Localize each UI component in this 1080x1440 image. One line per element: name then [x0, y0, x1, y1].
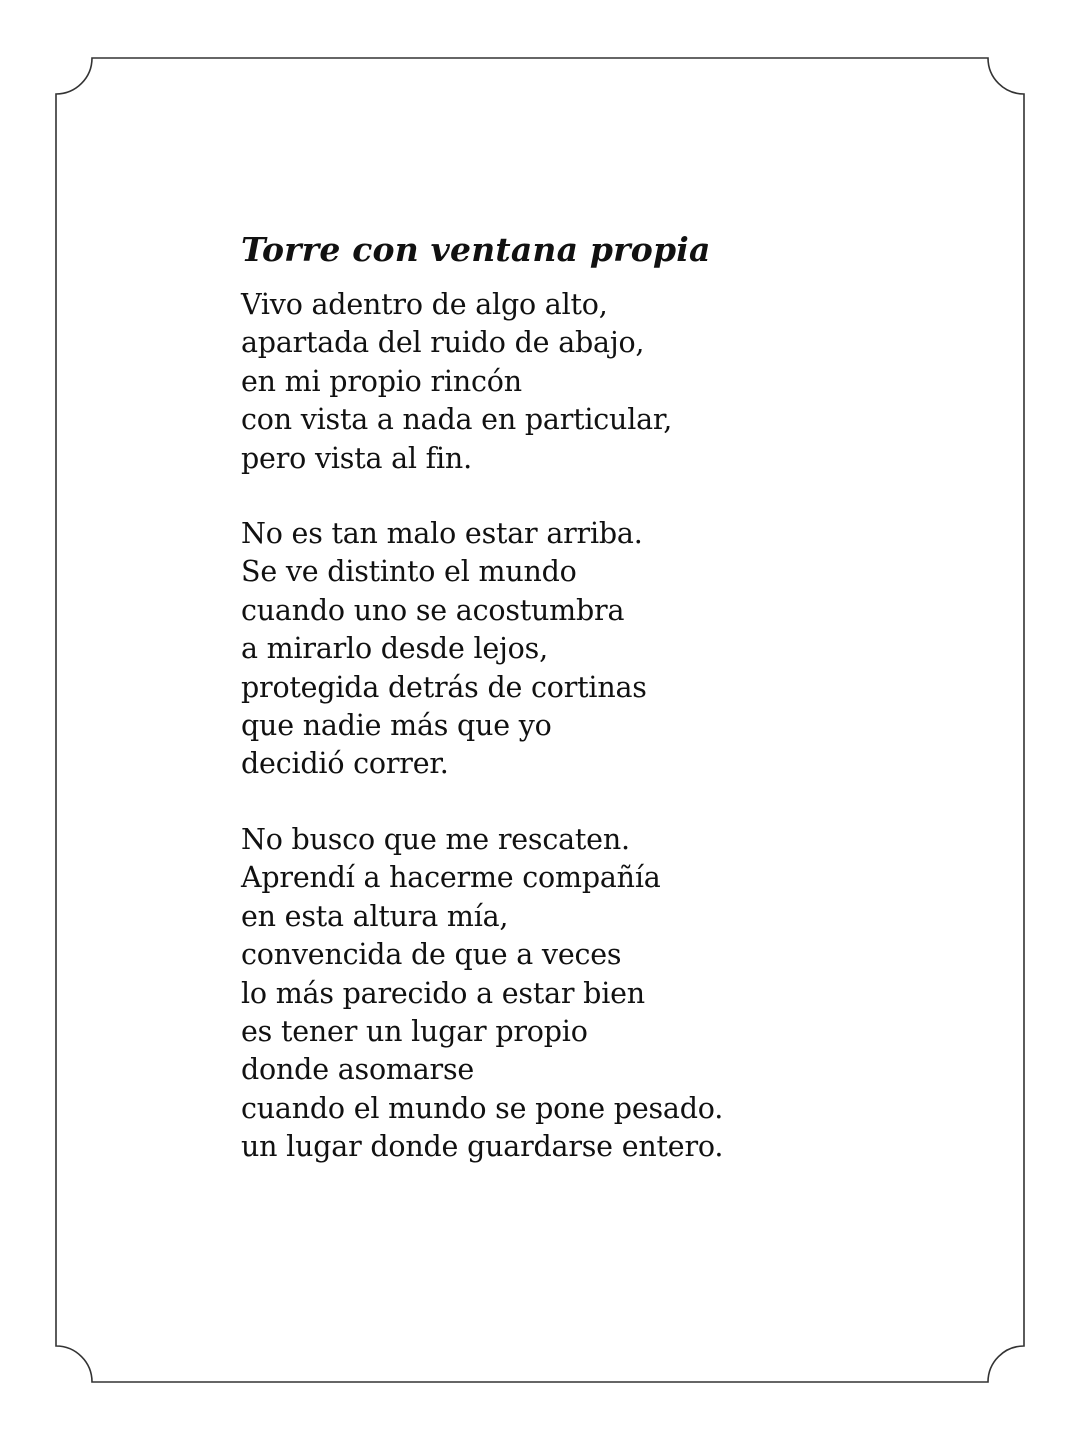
- poem-line: que nadie más que yo: [241, 709, 552, 743]
- poem-line: donde asomarse: [241, 1053, 475, 1087]
- poem-title: Torre con ventana propia: [241, 230, 711, 269]
- poem-line: en esta altura mía,: [241, 899, 509, 933]
- poem-line: No busco que me rescaten.: [241, 822, 630, 856]
- poem-line: cuando uno se acostumbra: [241, 593, 625, 627]
- poem-line: es tener un lugar propio: [241, 1014, 588, 1048]
- stanza-3: [241, 821, 961, 1167]
- poem-line: decidió correr.: [241, 747, 449, 781]
- poem-line: Aprendí a hacerme compañía: [241, 861, 661, 895]
- poem-line: un lugar donde guardarse entero.: [241, 1130, 724, 1164]
- poem-line: Se ve distinto el mundo: [241, 555, 577, 589]
- poem-line: con vista a nada en particular,: [241, 403, 673, 437]
- poem-line: lo más parecido a estar bien: [241, 976, 645, 1010]
- poem-line: convencida de que a veces: [241, 938, 622, 972]
- poem-line: cuando el mundo se pone pesado.: [241, 1091, 724, 1125]
- poem-line: pero vista al fin.: [241, 441, 472, 475]
- poem-line: apartada del ruido de abajo,: [241, 326, 645, 360]
- poem-line: protegida detrás de cortinas: [241, 670, 647, 704]
- poem-line: Vivo adentro de algo alto,: [241, 288, 608, 321]
- poem: [241, 228, 961, 1204]
- stanza-1: [241, 286, 961, 478]
- poem-line: a mirarlo desde lejos,: [241, 632, 548, 666]
- stanza-2: [241, 515, 961, 784]
- poem-line: No es tan malo estar arriba.: [241, 517, 643, 551]
- poem-line: en mi propio rincón: [241, 364, 522, 398]
